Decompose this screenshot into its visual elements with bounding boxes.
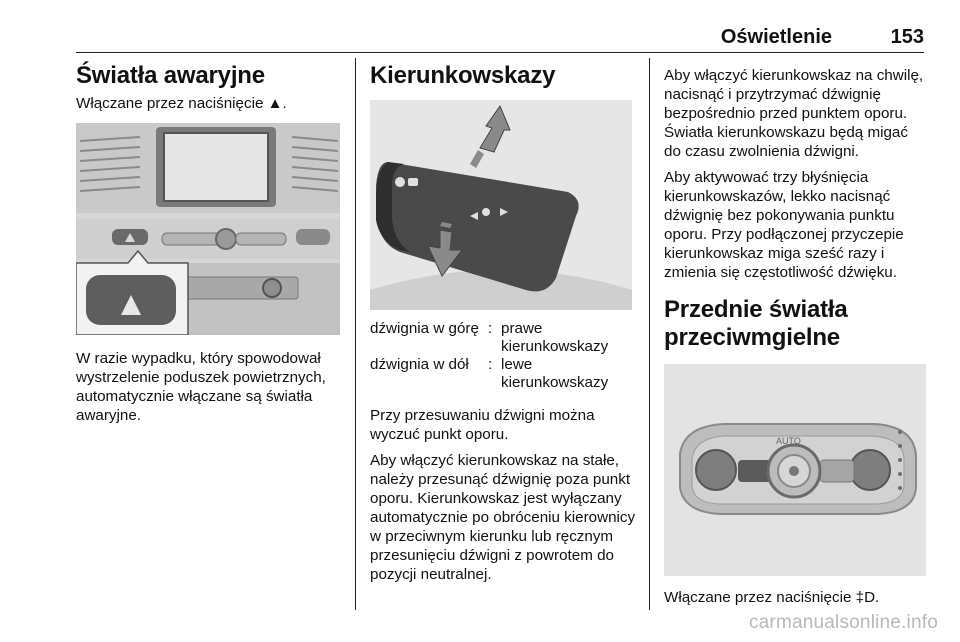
stalk-legend <box>370 320 636 392</box>
page-number: 153 <box>890 26 924 48</box>
column-divider-2 <box>649 58 650 610</box>
legend-sep-up: : <box>488 320 493 337</box>
legend-value-up: prawe kierunkowskazy <box>501 320 609 355</box>
heading-hazard-lights: Światła awaryjne <box>76 62 265 89</box>
turn-paragraph-2: Aby włączyć kierunkowskaz na stałe, należy przesunąć dźwignię poza punkt oporu. Kierunkowskaz jest wyłączany automatycznie po obróceniu kierownicy w przeciwnym kierunku lub ręcznym przesunięciu dźwigni z powrotem do pozycji neutralnej. <box>370 452 636 583</box>
figure-hazard-button <box>76 123 340 335</box>
legend-sep-down: : <box>488 356 493 373</box>
hazard-intro: Włączane przez naciśnięcie ▲. <box>76 95 287 112</box>
front-fog-light-icon: ‡D <box>855 589 876 606</box>
legend-term-down: dźwignia w dół <box>370 356 469 373</box>
column-continued <box>664 66 926 614</box>
stalk-illustration <box>370 100 632 310</box>
dashboard-illustration <box>76 123 340 335</box>
page-header <box>76 26 924 52</box>
auto-label: AUTO <box>776 436 801 446</box>
hazard-paragraph: W razie wypadku, który spowodował wystrzelenie poduszek powietrznych, automatycznie włączane są światła awaryjne. <box>76 350 326 424</box>
legend-value-down: lewe kierunkowskazy <box>501 356 609 391</box>
legend-term-up: dźwignia w górę <box>370 320 479 337</box>
watermark: carmanualsonline.info <box>748 612 938 633</box>
turn-paragraph-4: Aby aktywować trzy błyśnięcia kierunkowskazów, lekko nacisnąć dźwignię bez pokonywania punktu oporu. Przy podłączonej przyczepie kierunkowskaz miga sześć razy i zmienia się częstotliwość dźwięku. <box>664 169 904 281</box>
figure-light-switch <box>664 364 926 576</box>
figure-indicator-stalk <box>370 100 632 310</box>
column-turn-signals <box>370 62 636 591</box>
section-title: Oświetlenie <box>720 26 832 48</box>
fog-intro: Włączane przez naciśnięcie ‡D. <box>664 589 880 606</box>
turn-paragraph-3: Aby włączyć kierunkowskaz na chwilę, nacisnąć i przytrzymać dźwignię bezpośrednio przed punktem oporu. Światła kierunkowskazu będą migać do czasu zwolnienia dźwigni. <box>664 67 924 160</box>
heading-turn-signals: Kierunkowskazy <box>370 62 556 89</box>
column-divider-1 <box>355 58 356 610</box>
turn-paragraph-1: Przy przesuwaniu dźwigni można wyczuć punkt oporu. <box>370 407 595 443</box>
light-switch-illustration <box>664 364 926 576</box>
warning-triangle-icon: ▲ <box>267 95 283 112</box>
header-rule <box>76 52 924 53</box>
column-hazard-lights <box>76 62 342 432</box>
heading-fog-lights: Przednie światła przeciwmgielne <box>664 296 848 351</box>
